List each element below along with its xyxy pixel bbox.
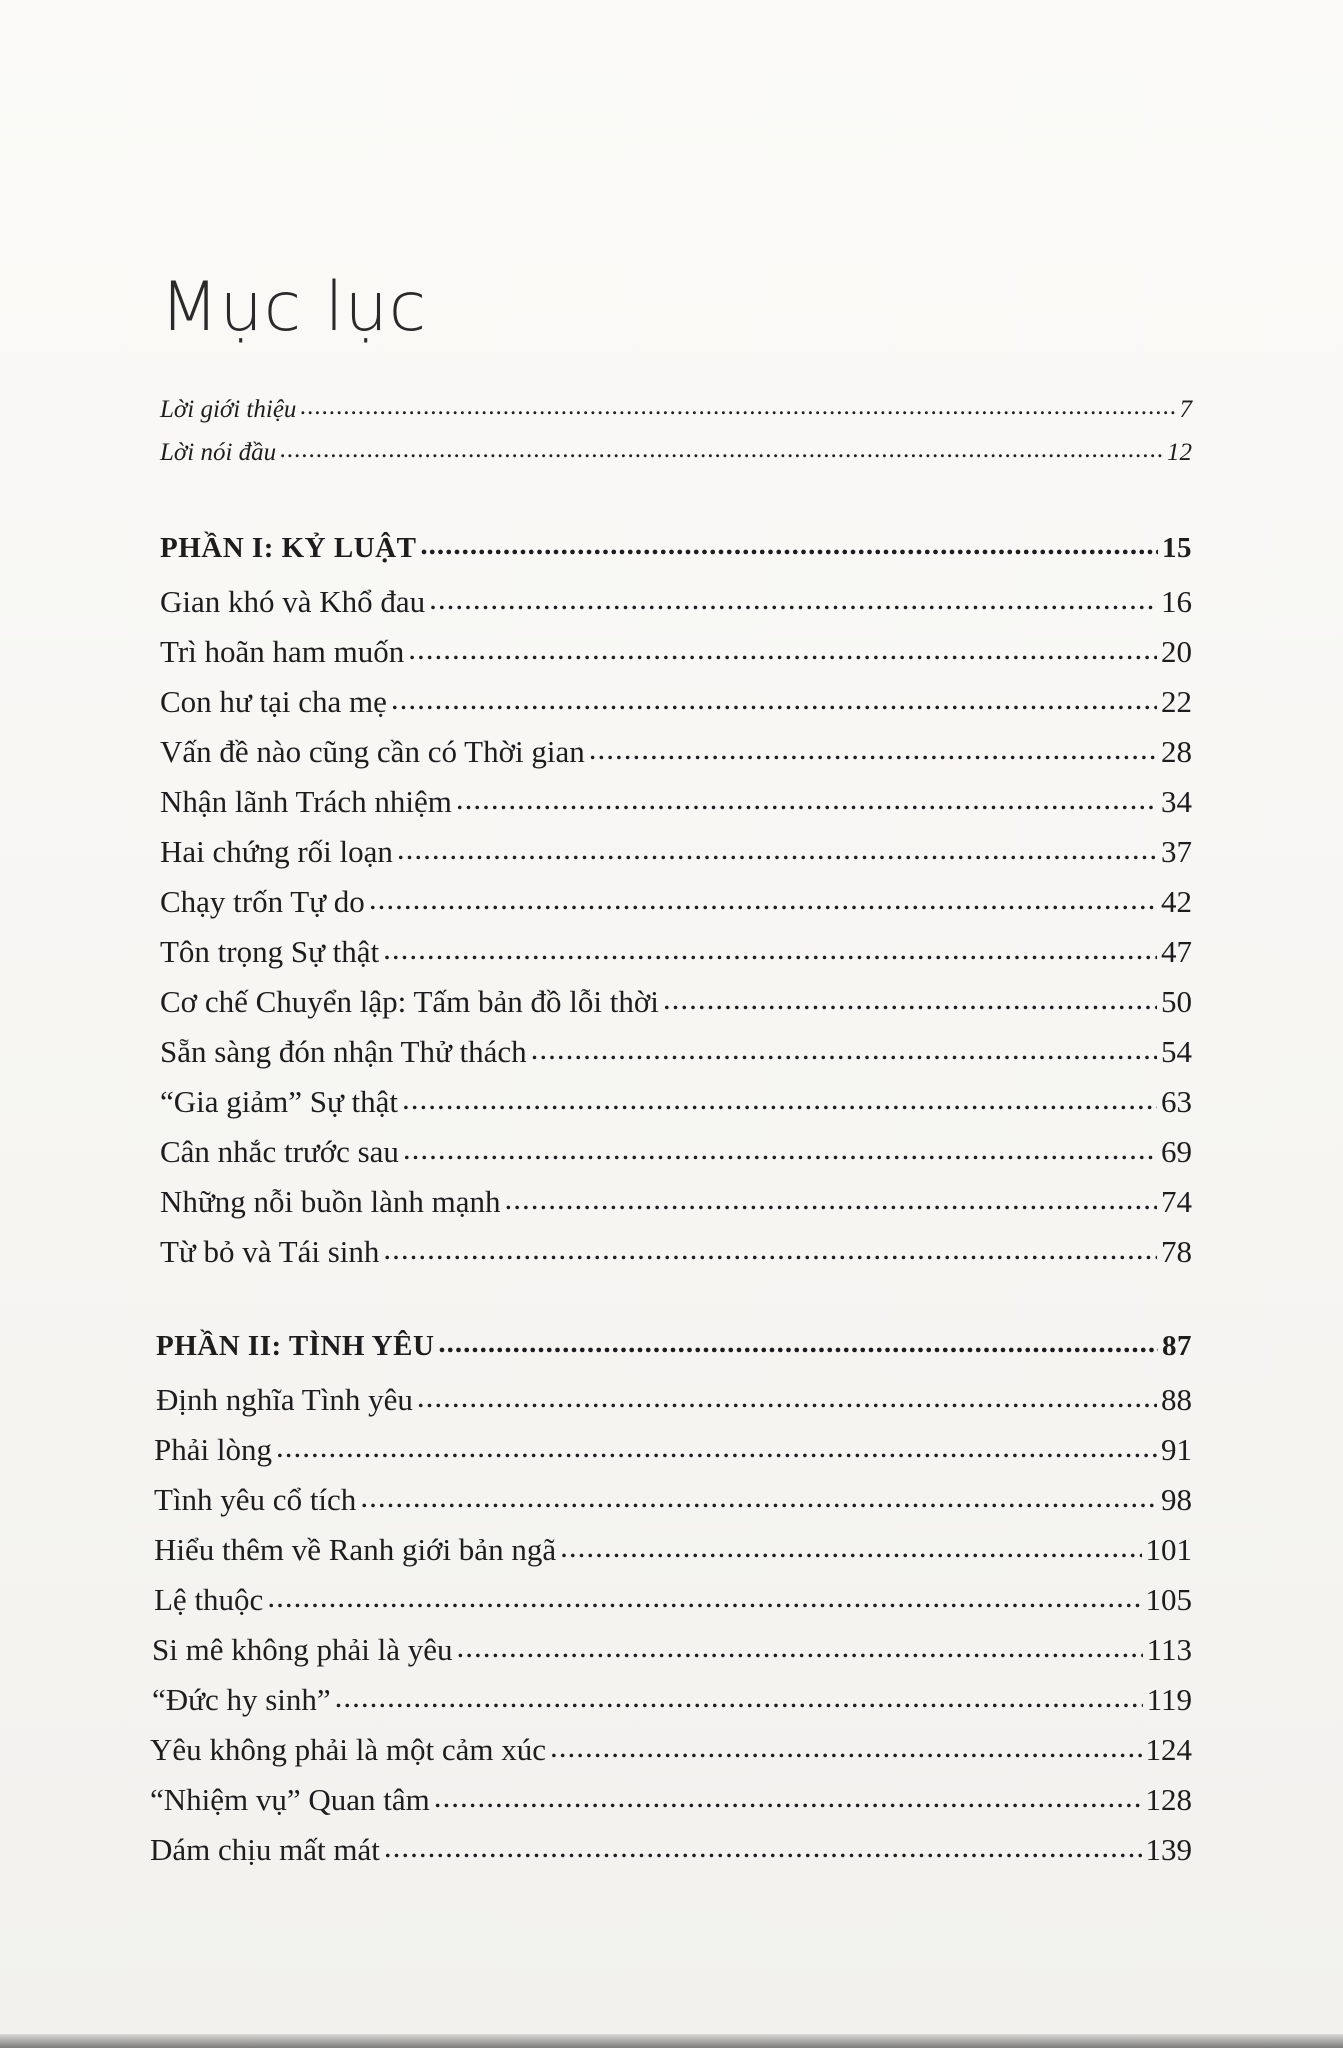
toc-entry-label: “Nhiệm vụ” Quan tâm: [150, 1782, 430, 1817]
toc-chapter[interactable]: [160, 584, 1192, 620]
toc-entry-page: 28: [1161, 734, 1192, 769]
toc-entry-label: Con hư tại cha mẹ: [160, 684, 387, 719]
page-bottom-edge: [0, 2034, 1343, 2048]
toc-chapter[interactable]: [156, 1382, 1192, 1418]
dot-leader: [531, 1031, 1157, 1067]
dot-leader: [384, 1829, 1142, 1865]
dot-leader: [402, 1081, 1157, 1117]
toc-chapter[interactable]: [160, 1184, 1192, 1220]
dot-leader: [589, 731, 1157, 767]
dot-leader: [369, 881, 1157, 917]
dot-leader: [456, 1629, 1142, 1665]
toc-entry-page: 101: [1145, 1532, 1192, 1567]
toc-chapter[interactable]: [160, 834, 1192, 870]
toc-chapter[interactable]: [154, 1532, 1192, 1568]
toc-chapter[interactable]: [150, 1832, 1192, 1868]
toc-entry-page: 7: [1179, 396, 1192, 423]
dot-leader: [456, 781, 1157, 817]
dot-leader: [397, 831, 1157, 867]
toc-entry-page: 34: [1161, 784, 1192, 819]
toc-chapter[interactable]: [160, 884, 1192, 920]
toc-entry-label: Tôn trọng Sự thật: [160, 934, 380, 969]
toc-chapter[interactable]: [154, 1582, 1192, 1618]
toc-entry-page: 128: [1145, 1782, 1192, 1817]
toc-entry-label: Những nỗi buồn lành mạnh: [160, 1184, 501, 1219]
toc-entry-front-preface[interactable]: [160, 439, 1192, 467]
toc-part-label: PHẦN II: TÌNH YÊU: [156, 1330, 435, 1362]
dot-leader: [383, 1231, 1157, 1267]
dot-leader: [420, 529, 1158, 562]
toc-entry-label: Cân nhắc trước sau: [160, 1134, 399, 1169]
toc-chapter[interactable]: [150, 1782, 1192, 1818]
toc-entry-page: 98: [1161, 1482, 1192, 1517]
toc-entry-label: Tình yêu cổ tích: [154, 1482, 357, 1517]
toc-entry-page: 119: [1146, 1682, 1192, 1717]
dot-leader: [300, 393, 1175, 421]
dot-leader: [505, 1181, 1157, 1217]
dot-leader: [360, 1479, 1157, 1515]
toc-entry-label: Nhận lãnh Trách nhiệm: [160, 784, 452, 819]
toc-chapter[interactable]: [160, 1234, 1192, 1270]
dot-leader: [438, 1327, 1158, 1360]
toc-entry-label: Hiểu thêm về Ranh giới bản ngã: [154, 1532, 557, 1567]
dot-leader: [550, 1729, 1141, 1765]
toc-entry-label: Si mê không phải là yêu: [152, 1632, 453, 1667]
page-title: Mục lục: [160, 268, 428, 347]
toc-part-heading-2[interactable]: [156, 1330, 1192, 1363]
toc-entry-label: Định nghĩa Tình yêu: [156, 1382, 413, 1417]
toc-chapter[interactable]: [152, 1632, 1192, 1668]
toc-entry-page: 69: [1161, 1134, 1192, 1169]
toc-chapter[interactable]: [160, 1084, 1192, 1120]
toc-entry-label: Chạy trốn Tự do: [160, 884, 365, 919]
toc-entry-page: 15: [1162, 532, 1192, 564]
toc-entry-page: 124: [1145, 1732, 1192, 1767]
toc-entry-label: Dám chịu mất mát: [150, 1832, 380, 1867]
toc-entry-page: 22: [1161, 684, 1192, 719]
toc-chapter[interactable]: [154, 1482, 1192, 1518]
toc-entry-page: 91: [1161, 1432, 1192, 1467]
toc-entry-label: Sẵn sàng đón nhận Thử thách: [160, 1034, 527, 1069]
dot-leader: [383, 931, 1157, 967]
toc-chapter[interactable]: [160, 1034, 1192, 1070]
dot-leader: [335, 1679, 1143, 1715]
dot-leader: [403, 1131, 1157, 1167]
toc-chapter[interactable]: [160, 734, 1192, 770]
toc-entry-label: “Đức hy sinh”: [152, 1682, 331, 1717]
toc-entry-page: 105: [1145, 1582, 1192, 1617]
toc-entry-label: Từ bỏ và Tái sinh: [160, 1234, 380, 1269]
toc-entry-page: 88: [1161, 1382, 1192, 1417]
dot-leader: [429, 581, 1157, 617]
toc-entry-front-intro[interactable]: [160, 396, 1192, 424]
toc-entry-page: 37: [1161, 834, 1192, 869]
toc-entry-page: 20: [1161, 634, 1192, 669]
toc-entry-page: 74: [1161, 1184, 1192, 1219]
toc-part-heading-1[interactable]: [160, 532, 1192, 565]
dot-leader: [434, 1779, 1142, 1815]
dot-leader: [267, 1579, 1141, 1615]
toc-entry-page: 87: [1162, 1330, 1192, 1362]
toc-entry-page: 12: [1167, 439, 1192, 466]
toc-chapter[interactable]: [160, 934, 1192, 970]
toc-entry-page: 42: [1161, 884, 1192, 919]
toc-entry-label: Cơ chế Chuyển lập: Tấm bản đồ lỗi thời: [160, 984, 659, 1019]
toc-chapter[interactable]: [160, 634, 1192, 670]
toc-entry-label: Lệ thuộc: [154, 1582, 264, 1617]
toc-entry-page: 113: [1146, 1632, 1192, 1667]
toc-entry-label: Phải lòng: [154, 1432, 272, 1467]
toc-chapter[interactable]: [152, 1682, 1192, 1718]
toc-chapter[interactable]: [160, 784, 1192, 820]
toc-entry-page: 139: [1145, 1832, 1192, 1867]
toc-entry-page: 50: [1161, 984, 1192, 1019]
toc-entry-page: 63: [1161, 1084, 1192, 1119]
dot-leader: [417, 1379, 1157, 1415]
dot-leader: [280, 436, 1163, 464]
toc-chapter[interactable]: [160, 984, 1192, 1020]
toc-chapter[interactable]: [160, 684, 1192, 720]
toc-entry-label: Yêu không phải là một cảm xúc: [150, 1732, 547, 1767]
toc-chapter[interactable]: [150, 1732, 1192, 1768]
toc-chapter[interactable]: [160, 1134, 1192, 1170]
toc-entry-page: 78: [1161, 1234, 1192, 1269]
toc-entry-label: “Gia giảm” Sự thật: [160, 1084, 399, 1119]
toc-entry-label: Trì hoãn ham muốn: [160, 634, 405, 669]
toc-entry-label: Lời giới thiệu: [160, 396, 297, 423]
dot-leader: [391, 681, 1157, 717]
dot-leader: [663, 981, 1157, 1017]
toc-part-label: PHẦN I: KỶ LUẬT: [160, 532, 417, 564]
dot-leader: [560, 1529, 1141, 1565]
toc-entry-page: 16: [1161, 584, 1192, 619]
dot-leader: [408, 631, 1157, 667]
dot-leader: [276, 1429, 1157, 1465]
toc-chapter[interactable]: [154, 1432, 1192, 1468]
toc-entry-page: 47: [1161, 934, 1192, 969]
toc-entry-label: Lời nói đầu: [160, 439, 277, 466]
toc-entry-label: Gian khó và Khổ đau: [160, 584, 426, 619]
toc-entry-label: Vấn đề nào cũng cần có Thời gian: [160, 734, 585, 769]
toc-entry-page: 54: [1161, 1034, 1192, 1069]
toc-entry-label: Hai chứng rối loạn: [160, 834, 393, 869]
